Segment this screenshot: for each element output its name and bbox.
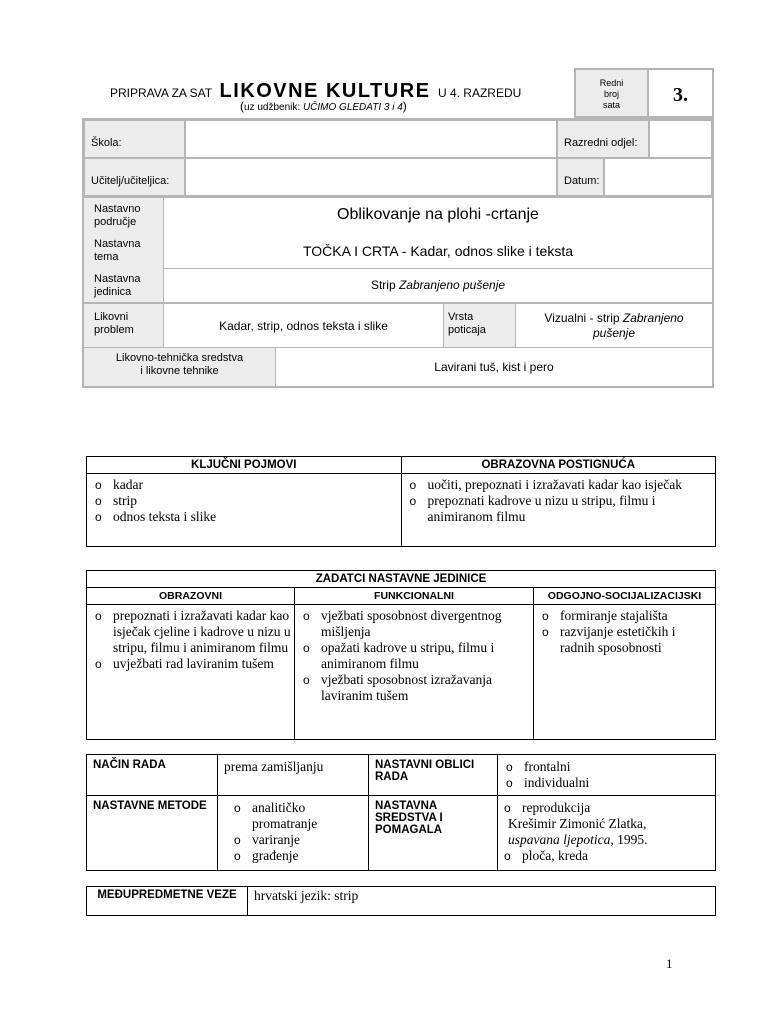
problem-value-cell xyxy=(164,304,444,348)
ucitelj-label-cell xyxy=(84,158,185,196)
list-item: o opažati kadrove u stripu, filmu i animiranom filmu xyxy=(297,640,531,672)
problem-value: Kadar, strip, odnos teksta i slike xyxy=(219,319,388,333)
list-item: o vježbati sposobnost divergentnog mišljenja xyxy=(297,608,531,640)
nastavna-sredstva-label: NASTAVNA SREDSTVA I POMAGALA xyxy=(369,796,498,871)
ucitelj-label: Učitelj/učiteljica: xyxy=(91,175,170,187)
poticaj-label-cell xyxy=(444,304,516,348)
funkcionalni-header: FUNKCIONALNI xyxy=(295,588,534,605)
list-item: o kadar xyxy=(89,477,399,493)
nastavna-sredstva-cell xyxy=(498,796,716,871)
medjupredmetne-veze-table xyxy=(86,886,716,916)
oblici-list xyxy=(500,759,713,791)
jedinica-value: Strip Zabranjeno pušenje xyxy=(370,278,506,292)
sredstva-label-cell xyxy=(84,348,276,386)
pojmovi-list xyxy=(89,477,399,525)
redni-label-2: broj xyxy=(603,89,619,99)
tema-label-2: tema xyxy=(94,251,119,263)
sredstva-year: , 1995. xyxy=(610,832,648,847)
poticaj-label-1: Vrsta xyxy=(448,311,474,323)
obrazovni-header: OBRAZOVNI xyxy=(87,588,295,605)
sredstva-value: Lavirani tuš, kist i pero xyxy=(434,360,554,374)
nastavne-metode-label: NASTAVNE METODE xyxy=(87,796,218,871)
textbook-title: UČIMO GLEDATI 3 i 4 xyxy=(302,102,403,113)
title-suffix: U 4. RAZREDU xyxy=(437,86,522,100)
list-item: o frontalni xyxy=(500,759,713,775)
funkcionalni-list xyxy=(297,608,531,704)
textbook-prefix: uz udžbenik: xyxy=(244,102,301,113)
title-block xyxy=(82,68,572,118)
tema-value: TOČKA I CRTA - Kadar, odnos slike i teksta xyxy=(302,243,573,259)
medjupredmetne-value: hrvatski jezik: strip xyxy=(248,887,716,916)
nacin-rada-value: prema zamišljanju xyxy=(218,755,369,796)
title-prefix: PRIPRAVA ZA SAT xyxy=(110,86,213,100)
list-item: o prepoznati i izražavati kadar kao isječak cjeline i kadrove u nizu u stripu, filmu i animiranom filmu xyxy=(89,608,292,656)
postignuca-list xyxy=(404,477,714,525)
nastavni-oblici-label: NASTAVNI OBLICI RADA xyxy=(369,755,498,796)
list-item: o vježbati sposobnost izražavanja laviranim tušem xyxy=(297,672,531,704)
razredni-odjel-label: Razredni odjel: xyxy=(564,137,638,149)
list-item: o formiranje stajališta xyxy=(536,608,713,624)
poticaj-value-italic-2: pušenje xyxy=(592,326,636,340)
odgojni-list xyxy=(536,608,713,656)
nacin-rada-table xyxy=(86,754,716,871)
poticaj-value-cell xyxy=(516,304,712,348)
odgojni-header: ODGOJNO-SOCIJALIZACIJSKI xyxy=(534,588,716,605)
jedinica-label-1: Nastavna xyxy=(94,273,141,285)
redni-broj-value-cell xyxy=(647,68,714,118)
obrazovna-postignuca-header: OBRAZOVNA POSTIGNUĆA xyxy=(401,457,716,474)
sredstva-work: uspavana ljepotica xyxy=(508,832,611,847)
poticaj-label-2: poticaja xyxy=(448,324,486,336)
list-item: o ploča, kreda xyxy=(498,848,713,864)
poticaj-value-plain: Vizualni - strip xyxy=(544,311,623,325)
list-item: o strip xyxy=(89,493,399,509)
redni-label-3: sata xyxy=(602,100,620,110)
metode-list xyxy=(228,800,366,864)
lesson-plan-header-form xyxy=(82,68,714,388)
redni-broj-value: 3. xyxy=(673,84,688,106)
list-item: o odnos teksta i slike xyxy=(89,509,399,525)
tema-label-1: Nastavna xyxy=(94,238,141,250)
list-item: o variranje xyxy=(228,832,366,848)
medjupredmetne-label: MEĐUPREDMETNE VEZE xyxy=(87,887,248,916)
datum-label-cell xyxy=(557,158,604,196)
poticaj-value-italic-1: Zabranjeno xyxy=(622,311,684,325)
redni-label-1: Redni xyxy=(599,78,624,88)
sredstva-label-1: Likovno-tehnička sredstva xyxy=(115,352,244,364)
razredni-odjel-label-cell xyxy=(557,120,649,158)
skola-label: Škola: xyxy=(91,137,122,149)
list-item: o reprodukcija xyxy=(498,800,713,816)
podrucje-label-2: područje xyxy=(94,216,137,228)
list-item: o analitičko promatranje xyxy=(228,800,366,832)
sredstva-author: Krešimir Zimonić Zlatka, xyxy=(508,816,647,831)
page-number: 1 xyxy=(666,956,673,971)
list-item: o prepoznati kadrove u nizu u stripu, filmu i animiranom filmu xyxy=(404,493,714,525)
skola-label-cell xyxy=(84,120,185,158)
problem-label-cell xyxy=(84,304,164,348)
list-item: o građenje xyxy=(228,848,366,864)
kljucni-pojmovi-table xyxy=(86,456,716,547)
jedinica-label-2: jedinica xyxy=(94,286,132,298)
podrucje-value: Oblikovanje na plohi -crtanje xyxy=(337,206,539,223)
kljucni-pojmovi-header: KLJUČNI POJMOVI xyxy=(87,457,402,474)
nacin-rada-label: NAČIN RADA xyxy=(87,755,218,796)
skola-field[interactable] xyxy=(185,120,557,158)
list-item: o uvježbati rad laviranim tušem xyxy=(89,656,292,672)
razredni-odjel-field[interactable] xyxy=(649,120,712,158)
list-item: o individualni xyxy=(500,775,713,791)
list-item: o uočiti, prepoznati i izražavati kadar kao isječak xyxy=(404,477,714,493)
podrucje-label-1: Nastavno xyxy=(94,203,141,215)
list-item: o razvijanje estetičkih i radnih sposobnosti xyxy=(536,624,713,656)
sredstva-label-2: i likovne tehnike xyxy=(140,365,219,377)
title-subject: LIKOVNE KULTURE xyxy=(219,80,431,102)
podrucje-label-cell xyxy=(84,198,164,302)
redni-broj-label-cell xyxy=(574,68,649,118)
ucitelj-field[interactable] xyxy=(185,158,557,196)
problem-label-2: problem xyxy=(94,324,134,336)
problem-label-1: Likovni xyxy=(94,311,129,323)
zadatci-title: ZADATCI NASTAVNE JEDINICE xyxy=(87,571,716,588)
datum-label: Datum: xyxy=(564,175,600,187)
obrazovni-list xyxy=(89,608,292,672)
zadatci-table xyxy=(86,570,716,740)
datum-field[interactable] xyxy=(604,158,712,196)
textbook-line: (uz udžbenik: UČIMO GLEDATI 3 i 4) xyxy=(240,99,407,113)
